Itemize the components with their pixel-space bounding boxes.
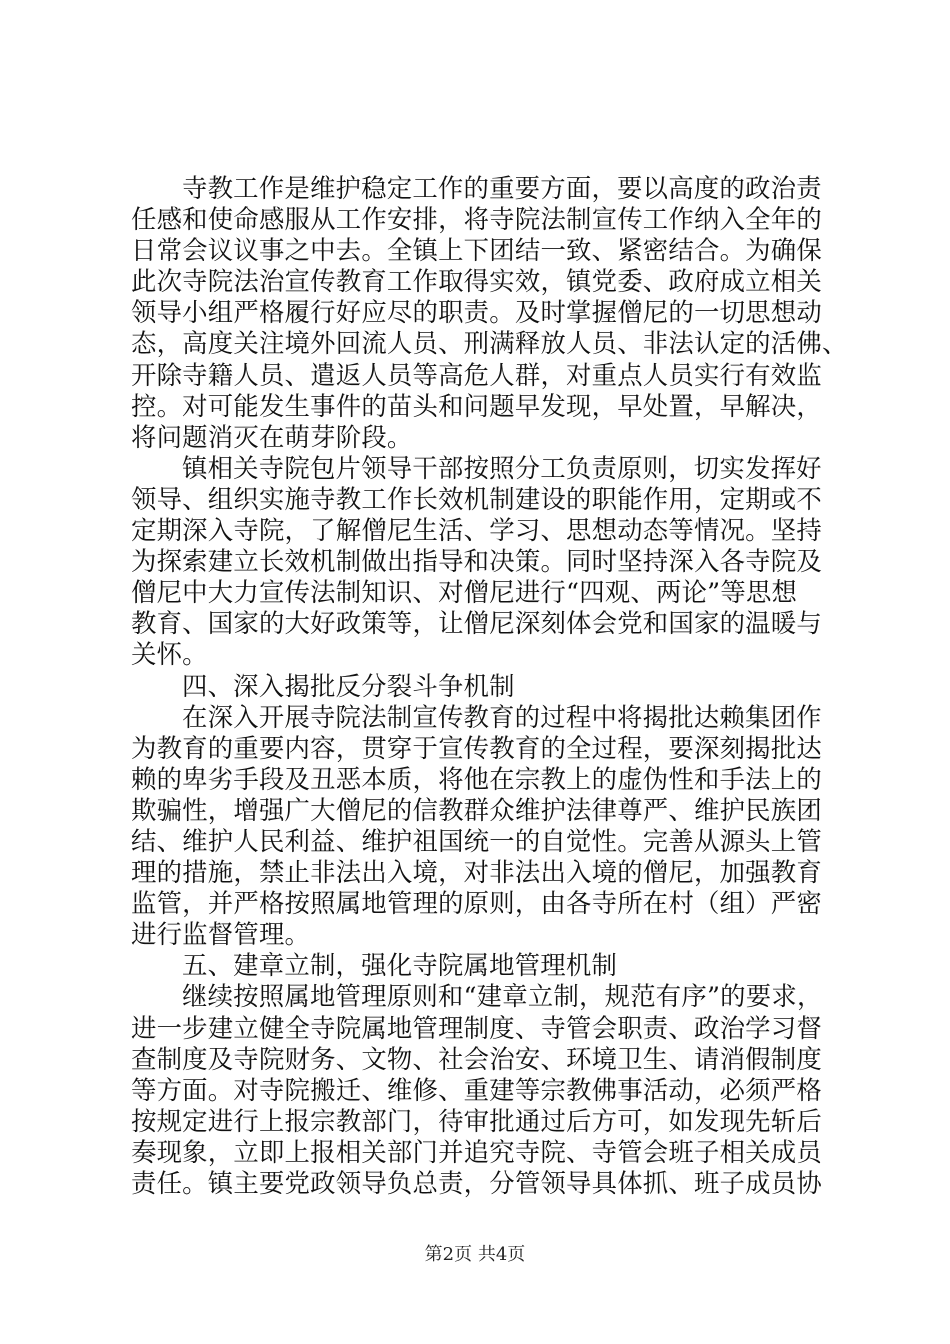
- paragraph-line: 僧尼中大力宣传法制知识、对僧尼进行“四观、两论”等思想: [131, 577, 798, 608]
- paragraph-line: 进行监督管理。: [131, 919, 311, 950]
- section-heading: 四、深入揭批反分裂斗争机制: [182, 670, 515, 701]
- paragraph-line: 为探索建立长效机制做出指导和决策。同时坚持深入各寺院及: [131, 546, 822, 577]
- paragraph-line: 为教育的重要内容，贯穿于宣传教育的全过程，要深刻揭批达: [131, 732, 822, 763]
- paragraph-line: 查制度及寺院财务、文物、社会治安、环境卫生、请消假制度: [131, 1043, 822, 1074]
- paragraph-line: 进一步建立健全寺院属地管理制度、寺管会职责、政治学习督: [131, 1012, 822, 1043]
- paragraph-line: 责任。镇主要党政领导负总责，分管领导具体抓、班子成员协: [131, 1168, 822, 1198]
- paragraph-line: 教育、国家的大好政策等，让僧尼深刻体会党和国家的温暖与: [131, 608, 822, 639]
- paragraph-line: 领导小组严格履行好应尽的职责。及时掌握僧尼的一切思想动: [131, 297, 822, 328]
- paragraph-line: 领导、组织实施寺教工作长效机制建设的职能作用，定期或不: [131, 483, 822, 514]
- paragraph-line: 镇相关寺院包片领导干部按照分工负责原则，切实发挥好: [182, 452, 822, 483]
- paragraph-line: 关怀。: [131, 639, 208, 670]
- paragraph-line: 此次寺院法治宣传教育工作取得实效，镇党委、政府成立相关: [131, 266, 822, 297]
- body-text: [131, 173, 848, 1199]
- paragraph-line: 控。对可能发生事件的苗头和问题早发现，早处置，早解决，: [131, 390, 822, 421]
- paragraph-line: 等方面。对寺院搬迁、维修、重建等宗教佛事活动，必须严格: [131, 1074, 822, 1105]
- paragraph-line: 监管，并严格按照属地管理的原则，由各寺所在村（组）严密: [131, 888, 822, 919]
- paragraph-line: 在深入开展寺院法制宣传教育的过程中将揭批达赖集团作: [182, 701, 822, 732]
- paragraph-line: 态，高度关注境外回流人员、刑满释放人员、非法认定的活佛、: [131, 328, 848, 359]
- paragraph-line: 欺骗性，增强广大僧尼的信教群众维护法律尊严、维护民族团: [131, 794, 822, 825]
- section-heading: 五、建章立制，强化寺院属地管理机制: [182, 950, 618, 981]
- paragraph-line: 将问题消灭在萌芽阶段。: [131, 421, 413, 452]
- paragraph-line: 结、维护人民利益、维护祖国统一的自觉性。完善从源头上管: [131, 825, 822, 856]
- paragraph-line: 日常会议议事之中去。全镇上下团结一致、紧密结合。为确保: [131, 235, 822, 266]
- paragraph-line: 继续按照属地管理原则和“建章立制，规范有序”的要求，: [182, 981, 823, 1012]
- paragraph-line: 按规定进行上报宗教部门，待审批通过后方可，如发现先斩后: [131, 1105, 822, 1136]
- paragraph-line: 奏现象，立即上报相关部门并追究寺院、寺管会班子相关成员: [131, 1136, 822, 1167]
- paragraph-line: 赖的卑劣手段及丑恶本质，将他在宗教上的虚伪性和手法上的: [131, 763, 822, 794]
- paragraph-line: 定期深入寺院，了解僧尼生活、学习、思想动态等情况。坚持: [131, 515, 822, 546]
- paragraph-line: 理的措施，禁止非法出入境，对非法出入境的僧尼，加强教育: [131, 857, 822, 888]
- paragraph-line: 寺教工作是维护稳定工作的重要方面，要以高度的政治责: [182, 173, 822, 203]
- paragraph-line: 任感和使命感服从工作安排，将寺院法制宣传工作纳入全年的: [131, 204, 822, 235]
- page-number: 第2页 共4页: [424, 1244, 526, 1265]
- paragraph-line: 开除寺籍人员、遣返人员等高危人群，对重点人员实行有效监: [131, 359, 822, 390]
